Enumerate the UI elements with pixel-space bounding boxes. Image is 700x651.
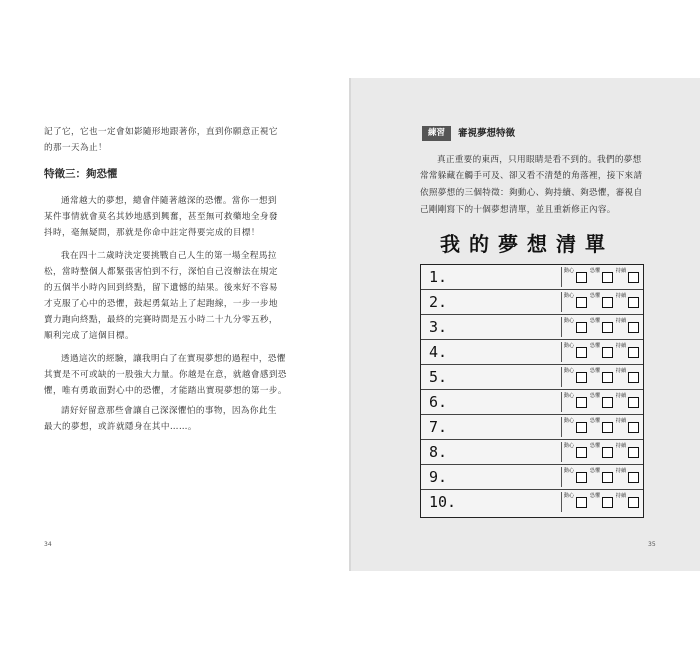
paragraph-1-line-3: 抖時，毫無疑問，那就是你命中註定得要完成的目標！	[44, 228, 260, 238]
instruction-line-1: 真正重要的東西，只用眼睛是看不到的。我們的夢想	[437, 155, 642, 165]
option-fear	[589, 468, 615, 486]
paragraph-2-line-2: 松，當時整個人都緊張害怕到不行，深怕自己沒辦法在規定	[44, 267, 278, 277]
instruction-line-2: 常常躲藏在觸手可及、卻又看不清楚的角落裡，接下來請	[420, 171, 643, 181]
paragraph-4-line-1: 請好好留意那些會讓自己深深懼怕的事物，因為你此生	[61, 406, 277, 416]
paragraph-3-line-1: 透過這次的經驗，讓我明白了在實現夢想的過程中，恐懼	[61, 354, 286, 364]
checkbox-sustained[interactable]	[628, 347, 639, 358]
option-moved	[563, 268, 589, 286]
label-fear: 恐懼	[589, 418, 601, 424]
checkbox-fear[interactable]	[602, 497, 613, 508]
label-sustained: 持續	[615, 318, 627, 324]
checkbox-fear[interactable]	[602, 372, 613, 383]
label-moved: 動心	[563, 468, 575, 474]
checkbox-fear[interactable]	[602, 272, 613, 283]
checkbox-sustained[interactable]	[628, 497, 639, 508]
dream-row	[421, 440, 643, 465]
checkbox-fear[interactable]	[602, 347, 613, 358]
option-moved	[563, 343, 589, 361]
row-number: 10.	[429, 493, 457, 511]
checkbox-sustained[interactable]	[628, 422, 639, 433]
option-sustained	[615, 368, 641, 386]
option-moved	[563, 318, 589, 336]
paragraph-1-line-1: 通常越大的夢想，總會伴隨著越深的恐懼。當你一想到	[61, 196, 277, 206]
label-fear: 恐懼	[589, 393, 601, 399]
label-sustained: 持續	[615, 293, 627, 299]
label-moved: 動心	[563, 343, 575, 349]
checkbox-moved[interactable]	[576, 422, 587, 433]
label-moved: 動心	[563, 493, 575, 499]
option-moved	[563, 293, 589, 311]
row-number: 7.	[429, 418, 448, 436]
intro-line-2: 的那一天為止！	[44, 143, 107, 153]
checkbox-moved[interactable]	[576, 472, 587, 483]
dream-list-title: 我的夢想清單	[440, 232, 614, 256]
paragraph-2-line-6: 順利完成了這個目標。	[44, 331, 134, 341]
checkbox-sustained[interactable]	[628, 297, 639, 308]
row-divider	[561, 292, 562, 312]
dream-row	[421, 465, 643, 490]
row-divider	[561, 342, 562, 362]
paragraph-1-line-2: 某件事情就會莫名其妙地感到興奮，甚至無可救藥地全身發	[44, 212, 278, 222]
book-gutter	[349, 78, 351, 571]
dream-row	[421, 265, 643, 290]
checkbox-fear[interactable]	[602, 472, 613, 483]
page-number-left: 34	[44, 541, 52, 548]
checkbox-fear[interactable]	[602, 322, 613, 333]
row-divider	[561, 317, 562, 337]
label-fear: 恐懼	[589, 493, 601, 499]
option-fear	[589, 343, 615, 361]
row-number: 6.	[429, 393, 448, 411]
row-number: 8.	[429, 443, 448, 461]
option-moved	[563, 468, 589, 486]
option-sustained	[615, 318, 641, 336]
row-divider	[561, 492, 562, 512]
paragraph-3-line-3: 懼，唯有勇敢面對心中的恐懼，才能踏出實現夢想的第一步。	[44, 386, 287, 396]
paragraph-3-line-2: 其實是不可或缺的一股強大力量。你越是在意，就越會感到恐	[44, 370, 287, 380]
row-divider	[561, 442, 562, 462]
checkbox-moved[interactable]	[576, 322, 587, 333]
option-fear	[589, 443, 615, 461]
label-fear: 恐懼	[589, 468, 601, 474]
paragraph-2-line-1: 我在四十二歲時決定要挑戰自己人生的第一場全程馬拉	[61, 251, 277, 261]
row-number: 5.	[429, 368, 448, 386]
row-number: 3.	[429, 318, 448, 336]
row-divider	[561, 467, 562, 487]
label-fear: 恐懼	[589, 368, 601, 374]
checkbox-moved[interactable]	[576, 497, 587, 508]
option-fear	[589, 393, 615, 411]
option-moved	[563, 368, 589, 386]
intro-line-1: 記了它，它也一定會如影隨形地跟著你，直到你願意正視它	[44, 127, 278, 137]
checkbox-moved[interactable]	[576, 272, 587, 283]
option-moved	[563, 493, 589, 511]
page-number-right: 35	[648, 541, 656, 548]
label-fear: 恐懼	[589, 343, 601, 349]
option-fear	[589, 318, 615, 336]
option-sustained	[615, 268, 641, 286]
option-sustained	[615, 468, 641, 486]
dream-row	[421, 290, 643, 315]
option-fear	[589, 493, 615, 511]
checkbox-fear[interactable]	[602, 447, 613, 458]
checkbox-moved[interactable]	[576, 447, 587, 458]
option-moved	[563, 443, 589, 461]
checkbox-fear[interactable]	[602, 422, 613, 433]
option-fear	[589, 293, 615, 311]
label-fear: 恐懼	[589, 293, 601, 299]
exercise-title: 審視夢想特徵	[458, 128, 516, 139]
option-sustained	[615, 493, 641, 511]
checkbox-sustained[interactable]	[628, 322, 639, 333]
checkbox-moved[interactable]	[576, 347, 587, 358]
checkbox-sustained[interactable]	[628, 472, 639, 483]
label-sustained: 持續	[615, 268, 627, 274]
paragraph-2-line-5: 賣力跑向終點，最終的完賽時間是五小時二十九分零五秒，	[44, 315, 278, 325]
label-sustained: 持續	[615, 468, 627, 474]
label-sustained: 持續	[615, 343, 627, 349]
dream-row	[421, 365, 643, 390]
row-number: 2.	[429, 293, 448, 311]
option-sustained	[615, 443, 641, 461]
instruction-line-4: 己剛剛寫下的十個夢想清單，並且重新修正內容。	[420, 205, 616, 215]
label-moved: 動心	[563, 418, 575, 424]
label-moved: 動心	[563, 318, 575, 324]
label-fear: 恐懼	[589, 268, 601, 274]
row-divider	[561, 367, 562, 387]
row-divider	[561, 417, 562, 437]
paragraph-2-line-4: 才克服了心中的恐懼，鼓起勇氣站上了起跑線，一步一步地	[44, 299, 278, 309]
dream-row	[421, 340, 643, 365]
label-moved: 動心	[563, 268, 575, 274]
row-divider	[561, 392, 562, 412]
option-sustained	[615, 293, 641, 311]
option-moved	[563, 418, 589, 436]
option-sustained	[615, 393, 641, 411]
option-fear	[589, 368, 615, 386]
label-moved: 動心	[563, 443, 575, 449]
label-moved: 動心	[563, 393, 575, 399]
row-number: 9.	[429, 468, 448, 486]
dream-row	[421, 415, 643, 440]
dream-list-box	[420, 264, 644, 518]
checkbox-moved[interactable]	[576, 372, 587, 383]
dream-row	[421, 390, 643, 415]
checkbox-sustained[interactable]	[628, 372, 639, 383]
dream-row	[421, 315, 643, 340]
dream-row	[421, 490, 643, 514]
row-number: 1.	[429, 268, 448, 286]
checkbox-moved[interactable]	[576, 397, 587, 408]
option-moved	[563, 393, 589, 411]
row-number: 4.	[429, 343, 448, 361]
label-fear: 恐懼	[589, 443, 601, 449]
checkbox-sustained[interactable]	[628, 397, 639, 408]
label-sustained: 持續	[615, 393, 627, 399]
instruction-line-3: 依照夢想的三個特徵：夠動心、夠持續、夠恐懼，審視自	[420, 188, 643, 198]
checkbox-fear[interactable]	[602, 297, 613, 308]
checkbox-sustained[interactable]	[628, 447, 639, 458]
checkbox-fear[interactable]	[602, 397, 613, 408]
label-moved: 動心	[563, 368, 575, 374]
paragraph-2-line-3: 的五個半小時內回到終點，留下遺憾的結果。後來好不容易	[44, 283, 278, 293]
checkbox-sustained[interactable]	[628, 272, 639, 283]
exercise-label: 練習	[422, 126, 451, 141]
label-sustained: 持續	[615, 368, 627, 374]
checkbox-moved[interactable]	[576, 297, 587, 308]
label-fear: 恐懼	[589, 318, 601, 324]
label-sustained: 持續	[615, 443, 627, 449]
label-sustained: 持續	[615, 418, 627, 424]
row-divider	[561, 267, 562, 287]
option-sustained	[615, 343, 641, 361]
option-fear	[589, 268, 615, 286]
section-heading: 特徵三：夠恐懼	[44, 168, 118, 180]
label-sustained: 持續	[615, 493, 627, 499]
option-sustained	[615, 418, 641, 436]
option-fear	[589, 418, 615, 436]
paragraph-4-line-2: 最大的夢想，或許就隱身在其中……。	[44, 422, 197, 432]
label-moved: 動心	[563, 293, 575, 299]
